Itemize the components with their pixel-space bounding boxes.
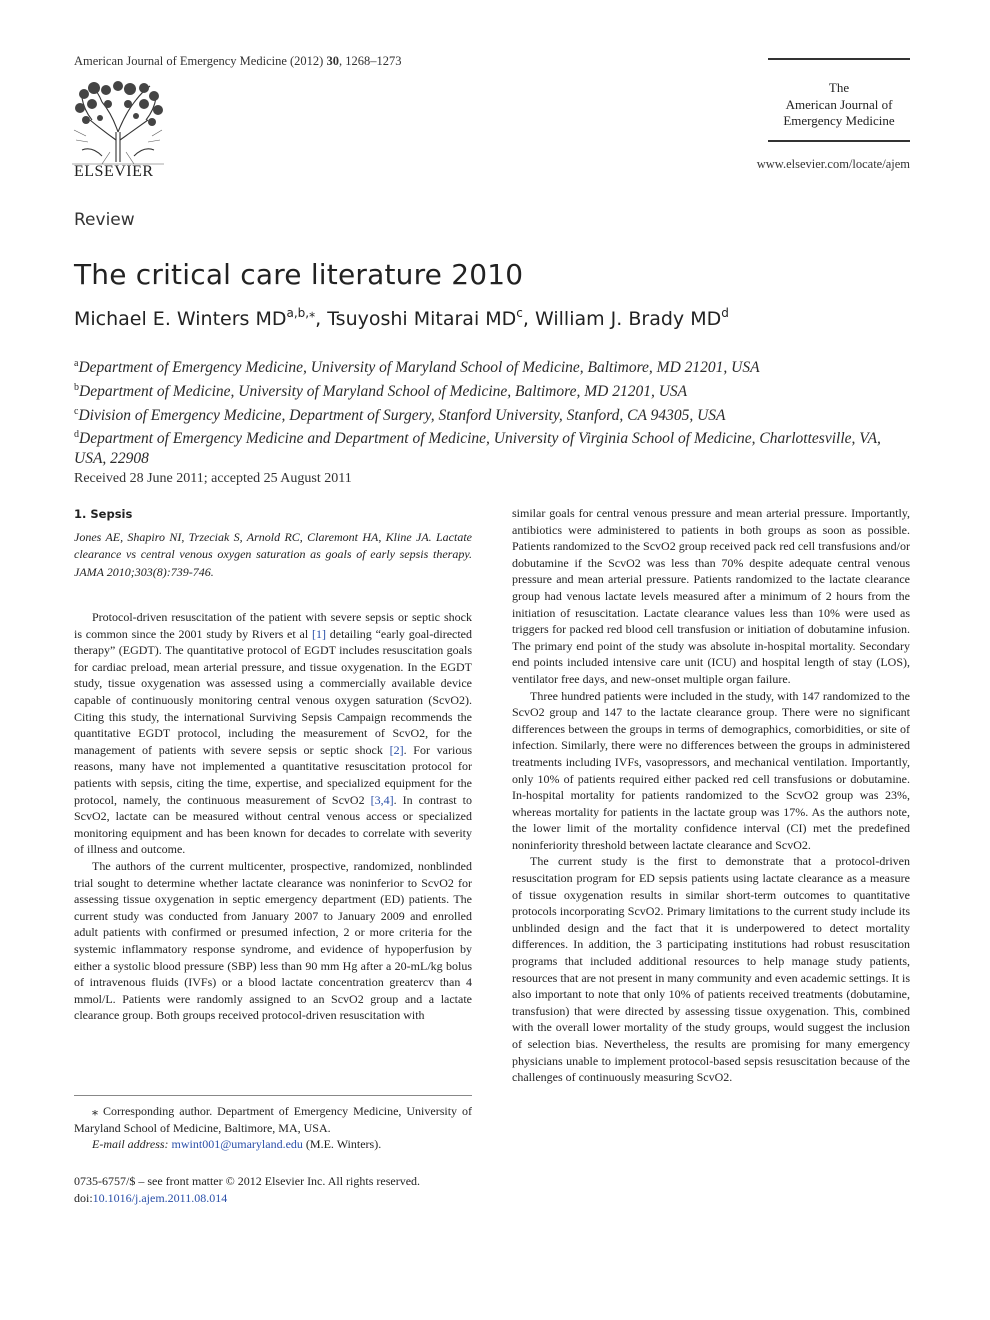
email-label: E-mail address: xyxy=(92,1137,169,1151)
affiliation-item xyxy=(74,425,912,469)
footnote-text: ⁎ Corresponding author. Department of Emergency Medicine, University of Maryland School of Medicine, Baltimore, MA, USA. xyxy=(74,1104,472,1135)
body-paragraph-1 xyxy=(74,609,472,858)
body-paragraph-2: The authors of the current multicenter, prospective, randomized, nonblinded trial sought to determine whether lactate clearance was noninferior to ScvO2 for assessing tissue oxygenation in septic emergency department (ED) patients. The current study was conducted from January 2007 to January 2009 and enrolled adult patients with confirmed or presumed infection, 2 or more criteria for the systemic inflammatory response syndrome, and evidence of hypoperfusion by either a systolic blood pressure (SBP) less than 90 mm Hg after a 20-mL/kg bolus of intravenous fluids (IVFs) or a blood lactate concentration greatercv than 4 mmol/L. Patients were randomly assigned to an ScvO2 group and a lactate clearance group. Both groups received protocol-driven resuscitation with xyxy=(74,859,472,1023)
journal-logo-top-rule xyxy=(768,58,910,60)
affiliation-item xyxy=(74,378,912,402)
article-title: The critical care literature 2010 xyxy=(74,258,524,291)
affiliation-item xyxy=(74,402,912,426)
received-dates: Received 28 June 2011; accepted 25 August 2011 xyxy=(74,471,352,486)
author-1-marks[interactable]: a,b,⁎ xyxy=(286,306,316,320)
affiliation-mark: c xyxy=(74,405,79,417)
affiliation-text: Division of Emergency Medicine, Department of Surgery, Stanford University, Stanford, CA 94305, USA xyxy=(78,406,726,424)
publisher-name: ELSEVIER xyxy=(74,163,154,180)
author-1-name: Michael E. Winters MD xyxy=(74,308,287,330)
affiliation-list xyxy=(74,354,912,469)
footnote-email-line xyxy=(74,1136,472,1153)
affiliation-mark: a xyxy=(74,358,79,369)
body-right-column xyxy=(512,505,910,1086)
footnote-divider xyxy=(74,1095,472,1096)
affiliation-mark: b xyxy=(74,381,79,393)
author-1-sep: , xyxy=(315,308,328,330)
citation-link-2[interactable]: [2] xyxy=(389,742,404,757)
affiliation-text: Department of Emergency Medicine, University of Maryland School of Medicine, Baltimore, MD 21201, USA xyxy=(78,359,760,376)
reviewed-article-reference: Jones AE, Shapiro NI, Trzeciak S, Arnold RC, Claremont HA, Kline JA. Lactate clearance vs central venous oxygen saturation as goals of early sepsis therapy. JAMA 2010;303(8):739-746. xyxy=(74,529,472,579)
doi-line xyxy=(74,1190,474,1207)
journal-logo-line2: American Journal of xyxy=(785,96,893,112)
citation-volume: 30 xyxy=(326,54,339,68)
journal-logo xyxy=(768,80,910,130)
body-paragraph-5: The current study is the first to demonstrate that a protocol-driven resuscitation program for ED sepsis patients using lactate clearance as a measure of tissue oxygenation results in similar short-term outcomes to quantitative protocols incorporating ScvO2. Primary limitations to the current study include its unblinded design and the fact that it is underpowered to detect mortality differences. In addition, the 3 participating institutions had robust resuscitation programs that included additional resources to help manage study patients, resources that are not present in many community and even academic settings. It is also important to note that only 10% of patients received treatments (dobutamine, transfusion) that were directed by assessing tissue oxygenation. This, combined with the overall lower mortality of the study groups, would suggest the inclusion of selection bias. Nevertheless, the results are promising for many emergency physicians unable to implement protocol-based sepsis resuscitation because of the challenges of continuously measuring ScvO2. xyxy=(512,854,910,1085)
affiliation-text: Department of Medicine, University of Maryland School of Medicine, Baltimore, MD 21201, USA xyxy=(79,382,688,400)
affiliation-text: Department of Emergency Medicine and Department of Medicine, University of Virginia School of Medicine, Charlottesville, VA, USA, 22908 xyxy=(74,430,881,468)
email-link[interactable]: mwint001@umaryland.edu xyxy=(171,1137,303,1151)
author-2-name: Tsuyoshi Mitarai MD xyxy=(327,308,517,330)
citation-link-1[interactable]: [1] xyxy=(312,626,326,641)
author-3-name: William J. Brady MD xyxy=(535,308,722,330)
body-left-column xyxy=(74,506,472,1024)
doi-prefix: doi: xyxy=(74,1191,93,1205)
email-suffix: (M.E. Winters). xyxy=(302,1137,382,1151)
journal-logo-bottom-rule xyxy=(768,140,910,142)
paragraph-text: . For various reasons, many have not implemented a quantitative resuscitation protocol for patients with sepsis, citing the time, expertise, and specialized equipment for the protocol, namely, the continuous measurement of ScvO2 xyxy=(74,742,472,807)
author-2-sep: , xyxy=(522,308,535,330)
citation-prefix: American Journal of Emergency Medicine (2012) xyxy=(74,54,327,68)
journal-logo-line1: The xyxy=(828,80,850,95)
paragraph-text: detailing “early goal-directed therapy” (EGDT). The quantitative protocol of EGDT includes resuscitation goals for cardiac preload, mean arterial pressure, and tissue oxygenation. In the EGDT study, tissue oxygenation was assessed using a commercially available device capable of continuously monitoring central venous oxygen saturation (ScvO2). Citing this study, the international Surviving Sepsis Campaign recommends the quantitative EGDT protocol, including the measurement of ScvO2, for the management of patients with severe sepsis or septic shock xyxy=(74,626,473,757)
citation-link-3-4[interactable]: [3,4] xyxy=(370,792,394,807)
author-3-marks[interactable]: d xyxy=(721,306,729,320)
journal-citation xyxy=(74,54,401,69)
section-heading: 1. Sepsis xyxy=(74,507,133,521)
journal-url-link[interactable]: www.elsevier.com/locate/ajem xyxy=(756,157,910,171)
affiliation-mark: d xyxy=(74,429,79,441)
issn-copyright-line: 0735-6757/$ – see front matter © 2012 Elsevier Inc. All rights reserved. xyxy=(74,1174,421,1188)
journal-logo-line3: Emergency Medicine xyxy=(783,113,895,128)
affiliation-item xyxy=(74,354,912,378)
paragraph-text: Protocol-driven resuscitation of the patient with severe sepsis or septic shock is common since the 2001 study by Rivers et al xyxy=(74,610,472,641)
corresponding-author-footnote xyxy=(74,1103,472,1153)
author-list xyxy=(74,306,729,330)
citation-pages: , 1268–1273 xyxy=(338,54,402,68)
paragraph-text: . In contrast to ScvO2, lactate can be measured without central venous access or specialized monitoring equipment and has been known for decades to correlate with severity of illness and outcome. xyxy=(74,792,472,857)
body-paragraph-3: similar goals for central venous pressure and mean arterial pressure. Importantly, antibiotics were administered to patients in both groups as soon as possible. Patients randomized to the ScvO2 group received pack red cell transfusions and/or dobutamine if the ScvO2 was less than 70% despite adequate central venous pressure and mean arterial pressure. Patients randomized to the lactate clearance group had venous lactate levels measured after a minimum of 2 hours from the initiation of resuscitation. Lactate clearance values less than 10% were used as triggers for packed red blood cell transfusion or initiation of dobutamine infusion. The primary end point of the study was absolute in-hospital mortality. Secondary end points included intensive care unit (ICU) and hospital length of stay (LOS), ventilator free days, and new-onset multiple organ failure. xyxy=(512,506,910,686)
article-type-label: Review xyxy=(74,210,135,230)
body-paragraph-4: Three hundred patients were included in the study, with 147 randomized to the ScvO2 group and 147 to the lactate clearance group. There were no significant differences between the groups in terms of demographics, comorbidities, or site of infection. Similarly, there were no differences between the groups in administered treatments including IVFs, vasopressors, and mechanical ventilation. Importantly, only 10% of patients required either packed red cell transfusions or dobutamine. In-hospital mortality for patients randomized to the ScvO2 group was 23%, whereas mortality for patients in the lactate group was 17%. As the authors note, the lower limit of the mortality confidence interval (CI) met the predefined noninferiority threshold between lactate clearance and ScvO2. xyxy=(512,688,910,852)
copyright-block xyxy=(74,1173,474,1207)
doi-link[interactable]: 10.1016/j.ajem.2011.08.014 xyxy=(92,1191,228,1205)
author-2-marks[interactable]: c xyxy=(516,306,523,320)
